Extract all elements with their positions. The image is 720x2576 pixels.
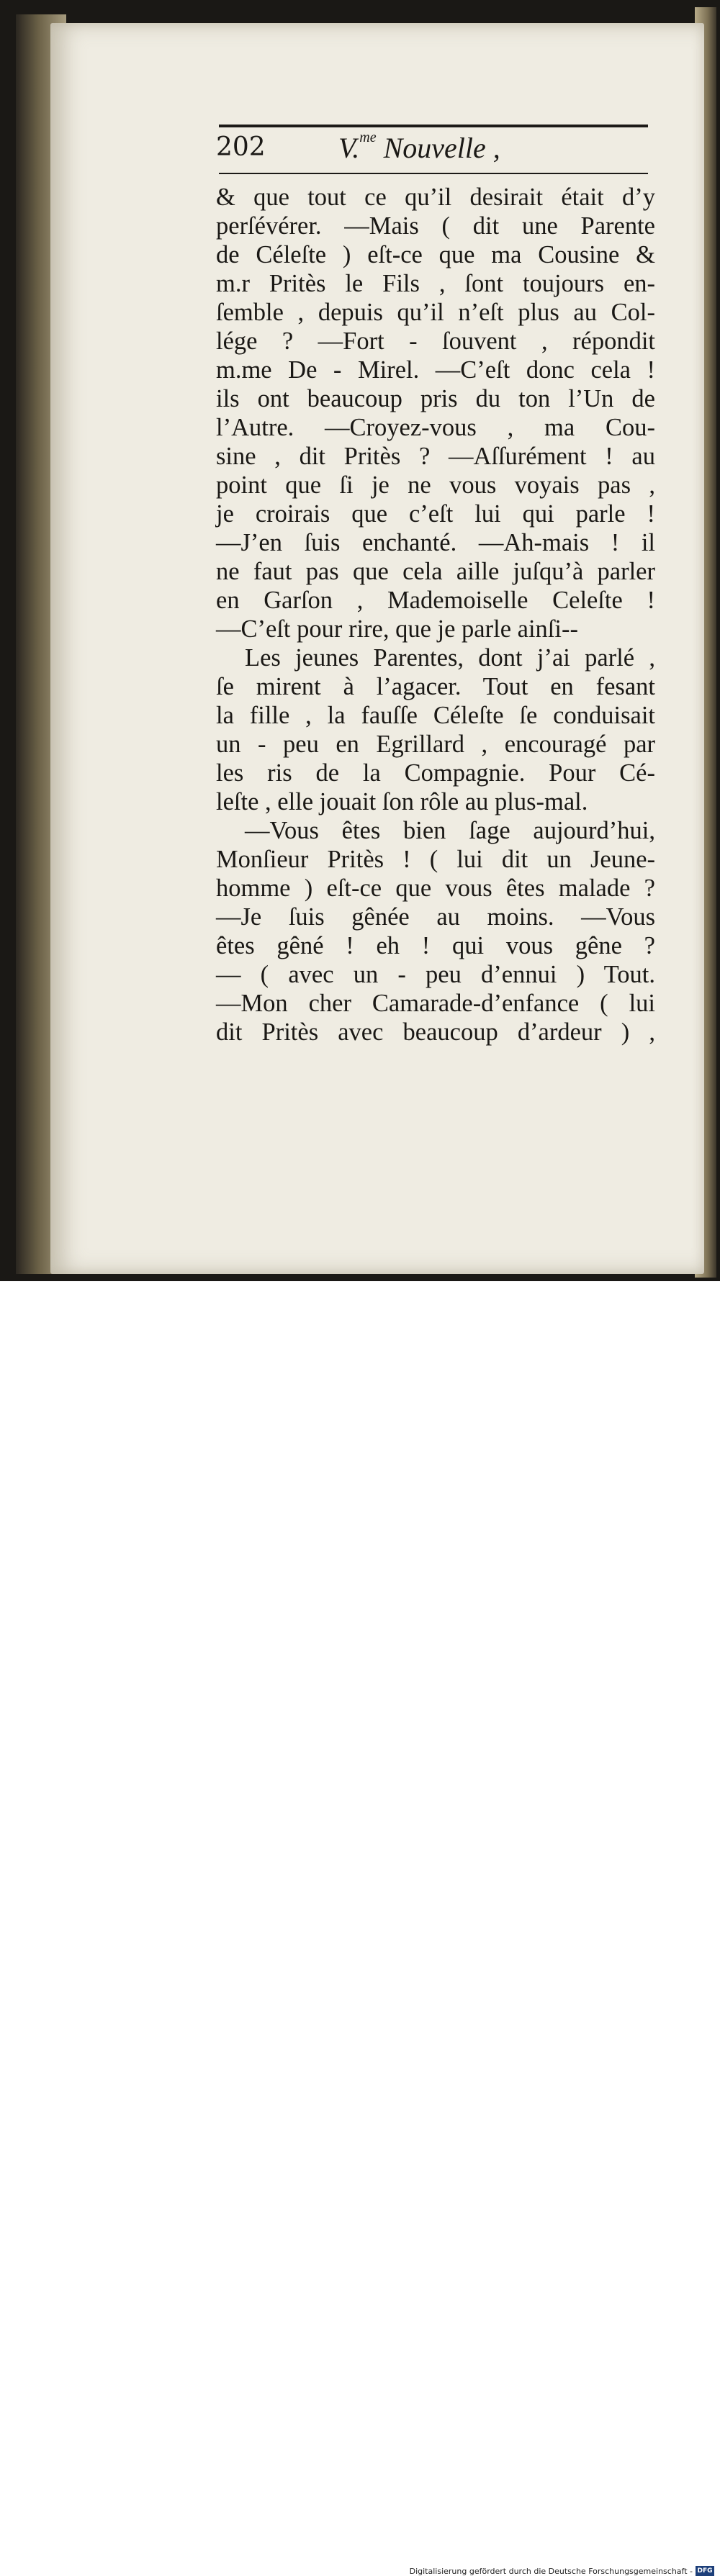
text-line: ne faut pas que cela aille juſqu’à parler (216, 558, 655, 585)
text-line: je croirais que c’eſt lui qui parle ! (216, 500, 655, 528)
running-head-main: V. (338, 132, 360, 164)
text-line: leſte , elle jouait ſon rôle au plus-mal. (216, 788, 588, 815)
text-line: de Céleſte ) eſt-ce que ma Cousine & (216, 241, 655, 268)
text-line: —Je ſuis gênée au moins. —Vous (216, 903, 655, 931)
text-line: perſévérer. —Mais ( dit une Parente (216, 212, 655, 240)
text-line: en Garſon , Mademoiselle Celeſte ! (216, 587, 655, 614)
text-line: point que ſi je ne vous voyais pas , (216, 471, 655, 499)
text-line: un - peu en Egrillard , encouragé par (216, 731, 655, 758)
text-line: m.r Pritès le Fils , ſont toujours en- (216, 270, 655, 297)
text-line: sine , dit Pritès ? —Aſſurément ! au (216, 443, 655, 470)
body-text (216, 183, 655, 1047)
text-line: les ris de la Compagnie. Pour Cé- (216, 759, 655, 787)
scan-background (0, 0, 720, 1281)
footer-bar (0, 1281, 720, 2576)
running-head-sup: me (359, 130, 377, 145)
page-number: 202 (216, 132, 266, 162)
running-head-rest: Nouvelle , (376, 132, 500, 164)
text-line: Monſieur Pritès ! ( lui dit un Jeune- (216, 846, 655, 873)
text-line: ils ont beaucoup pris du ton l’Un de (216, 385, 655, 412)
text-line: l’Autre. —Croyez-vous , ma Cou- (216, 414, 655, 441)
digitization-credit: Digitalisierung gefördert durch die Deutsche Forschungsgemeinschaft - (409, 2567, 693, 2576)
text-line: m.me De - Mirel. —C’eſt donc cela ! (216, 356, 655, 384)
text-line: ſemble , depuis qu’il n’eſt plus au Col- (216, 299, 655, 326)
text-line: & que tout ce qu’il desirait était d’y (216, 184, 655, 211)
header-rule-bottom (219, 173, 648, 174)
running-head (338, 130, 500, 165)
text-line: êtes gêné ! eh ! qui vous gêne ? (216, 932, 655, 959)
text-line: dit Pritès avec beaucoup d’ardeur ) , (216, 1018, 655, 1046)
text-line: homme ) eſt-ce que vous êtes malade ? (216, 875, 655, 902)
text-line: lége ? —Fort - ſouvent , répondit (216, 327, 655, 355)
text-line: ſe mirent à l’agacer. Tout en fesant (216, 673, 655, 700)
text-line: —Vous êtes bien ſage aujourd’hui, (245, 817, 655, 844)
text-line: Les jeunes Parentes, dont j’ai parlé , (245, 644, 655, 672)
text-line: — ( avec un - peu d’ennui ) Tout. (216, 961, 655, 988)
dfg-logo: DFG (696, 2566, 714, 2576)
header-rule-top (219, 125, 648, 127)
text-line: la fille , la fauſſe Céleſte ſe conduisait (216, 702, 655, 729)
text-line: —Mon cher Camarade-d’enfance ( lui (216, 990, 655, 1017)
text-line: —C’eſt pour rire, que je parle ainſi-- (216, 615, 578, 643)
text-line: —J’en ſuis enchanté. —Ah-mais ! il (216, 529, 655, 556)
